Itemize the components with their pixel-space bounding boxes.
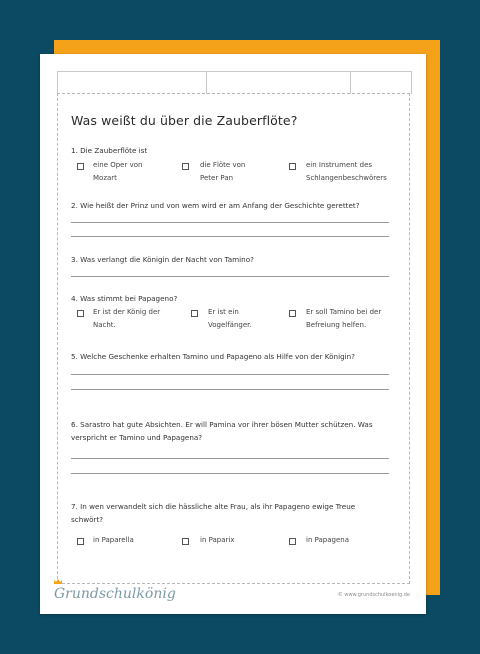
question-5: 5. Welche Geschenke erhalten Tamino und Papageno als Hilfe von der Königin? — [71, 352, 355, 361]
question-7: 7. In wen verwandelt sich die hässliche alte Frau, als ihr Papageno ewige Treue schwört? — [71, 502, 356, 524]
option-label: in Paparella — [93, 536, 134, 544]
option-label: ein Instrument des Schlangenbeschwörers — [306, 161, 387, 182]
question-4: 4. Was stimmt bei Papageno? — [71, 294, 178, 303]
answer-line[interactable] — [71, 374, 389, 375]
option-label: in Paparix — [200, 536, 235, 544]
worksheet-page — [40, 54, 426, 614]
checkbox[interactable] — [289, 163, 296, 170]
question-3: 3. Was verlangt die Königin der Nacht von Tamino? — [71, 255, 254, 264]
answer-line[interactable] — [71, 276, 389, 277]
question-6: 6. Sarastro hat gute Absichten. Er will Pamina vor ihrer bösen Mutter schützen. Was verspricht er Tamino und Papagena? — [71, 420, 373, 442]
answer-line[interactable] — [71, 236, 389, 237]
checkbox[interactable] — [191, 310, 198, 317]
option-label: eine Oper von Mozart — [93, 161, 143, 182]
header-divider — [350, 72, 351, 94]
question-2: 2. Wie heißt der Prinz und von wem wird er am Anfang der Geschichte gerettet? — [71, 201, 360, 210]
header-divider — [206, 72, 207, 94]
answer-line[interactable] — [71, 222, 389, 223]
checkbox[interactable] — [289, 310, 296, 317]
option-label: Er soll Tamino bei der Befreiung helfen. — [306, 308, 382, 329]
option-label: Er ist der König der Nacht. — [93, 308, 161, 329]
answer-line[interactable] — [71, 389, 389, 390]
checkbox[interactable] — [289, 538, 296, 545]
copyright-url: © www.grundschulkoenig.de — [337, 592, 410, 598]
option-label: in Papagena — [306, 536, 350, 544]
brand-logo: Grundschulkönig — [54, 586, 176, 602]
checkbox[interactable] — [182, 163, 189, 170]
question-1: 1. Die Zauberflöte ist — [71, 146, 148, 155]
checkbox[interactable] — [77, 538, 84, 545]
option-label: Er ist ein Vogelfänger. — [208, 308, 252, 329]
worksheet-title: Was weißt du über die Zauberflöte? — [71, 113, 298, 128]
checkbox[interactable] — [77, 310, 84, 317]
checkbox[interactable] — [77, 163, 84, 170]
checkbox[interactable] — [182, 538, 189, 545]
option-label: die Flöte von Peter Pan — [200, 161, 246, 182]
answer-line[interactable] — [71, 473, 389, 474]
crown-icon — [54, 579, 62, 584]
header-strip — [57, 71, 412, 94]
answer-line[interactable] — [71, 458, 389, 459]
